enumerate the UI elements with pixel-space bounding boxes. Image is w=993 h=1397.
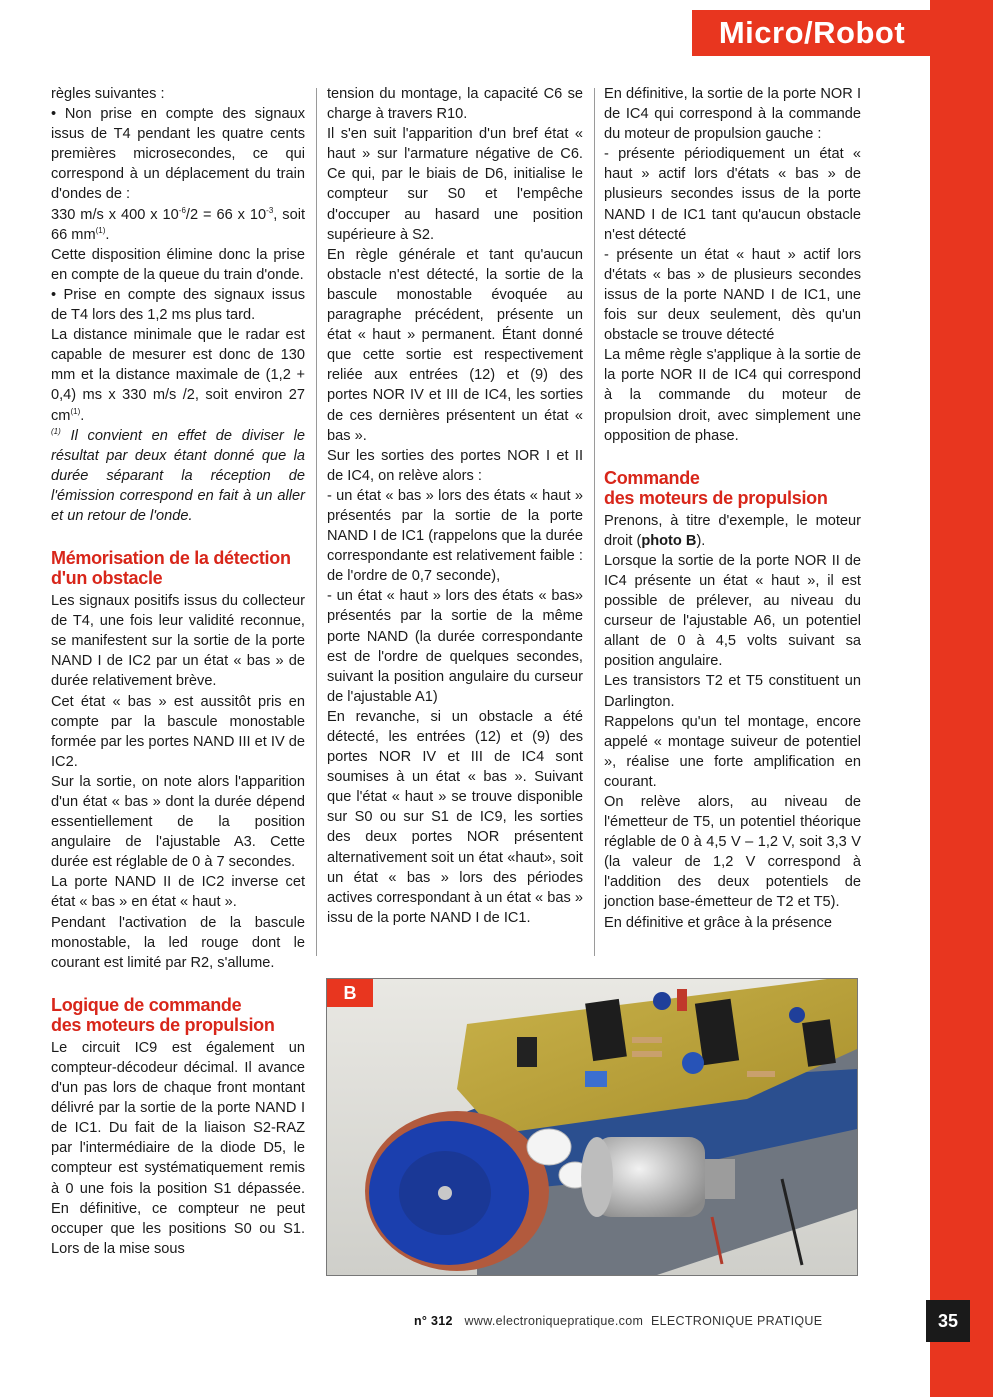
text-column-3 (604, 84, 861, 933)
footnote-text: Il convient en effet de diviser le résultat par deux étant donné que la durée séparant la réception de l'émission correspond en fait à un aller et un retour de l'onde. (51, 427, 305, 524)
robot-photo (326, 978, 858, 1276)
text-column-2 (327, 84, 583, 928)
bullet-paragraph: • Non prise en compte des signaux issus de T4 pendant les quatre cents premières microsecondes, ce qui correspond à un déplacement du train d'ondes de : (51, 104, 305, 204)
paragraph: Sur la sortie, on note alors l'apparition d'un état « bas » dont la durée dépend essentiellement de la position angulaire de l'ajustable A3. Cette durée est réglable de 0 à 7 secondes. (51, 773, 305, 871)
heading-line: d'un obstacle (51, 568, 163, 589)
paragraph: Les transistors T2 et T5 constituent un Darlington. (604, 673, 861, 710)
formula-text: . (105, 226, 110, 243)
paragraph: - présente un état « haut » actif lors d'états « bas » de plusieurs secondes issus de la porte NAND I de IC1, une fois sur deux seulement, dès qu'un obstacle se trouve détecté (604, 246, 861, 344)
formula-text: 330 m/s x 400 x 10 (51, 206, 179, 223)
gear (527, 1129, 571, 1165)
column-divider (316, 88, 317, 956)
switch (585, 1071, 607, 1087)
formula-paragraph (51, 205, 305, 245)
paragraph: En définitive et grâce à la présence (604, 914, 832, 931)
heading-line: Logique de commande (51, 994, 242, 1015)
footnote-ref: (1) (70, 406, 81, 416)
footnote-ref: (1) (95, 225, 106, 235)
paragraph: La même règle s'applique à la sortie de la porte NOR II de IC4 qui correspond à la commande du moteur de propulsion droit, avec simplement une opposition de phase. (604, 347, 861, 444)
paragraph: En règle générale et tant qu'aucun obstacle n'est détecté, la sortie de la bascule monostable évoquée au paragraphe précédent, présente un état « haut » permanent. Étant donné que cette sortie est respectivement reliée aux entrées (12) et (9) des portes NOR IV et III de IC4, les sorties de ces dernières présentent un état « bas ». (327, 246, 583, 444)
paragraph-text: La distance minimale que le radar est capable de mesurer est donc de 130 mm et la distance maximale de (1,2 + 0,4) ms x 330 m/s /2, soit environ 27 cm (51, 327, 305, 424)
formula-text: , soit 66 mm (51, 206, 305, 243)
paragraph: - un état « haut » lors des états « bas» présentés par la sortie de la même porte NAND (la durée correspondante est de l'ordre de quelques secondes, suivant la position angulaire du curseur de l'ajustable A1) (327, 588, 583, 705)
paragraph: En revanche, si un obstacle a été détecté, les entrées (12) et (9) des portes NOR IV et III de IC4 sont soumises à un état « bas ». Suivant que l'état « haut » se trouve disponible sur S0 ou sur S1 de IC9, les sorties des deux portes NOR présentent alternativement soit un état «haut», soit un état « bas » lors des périodes actives correspondant à un état « bas » issu de la porte NAND I de IC1. (327, 708, 583, 926)
paragraph-text: . (80, 407, 85, 424)
paragraph: tension du montage, la capacité C6 se charge à travers R10. (327, 86, 583, 123)
heading-line: des moteurs de propulsion (51, 1014, 275, 1035)
footnote-mark: (1) (51, 426, 61, 436)
resistor (632, 1037, 662, 1043)
heading-line: des moteurs de propulsion (604, 487, 828, 508)
exponent: -3 (266, 205, 274, 215)
text-column-1 (51, 84, 305, 1259)
section-heading (51, 995, 305, 1035)
paragraph: Cet état « bas » est aussitôt pris en compte par la bascule monostable formée par les portes NAND III et IV de IC2. (51, 693, 305, 770)
led (677, 989, 687, 1011)
paragraph: Rappelons qu'un tel montage, encore appelé « montage suiveur de potentiel », réalise une forte amplification en courant. (604, 713, 861, 790)
paragraph: La porte NAND II de IC2 inverse cet état « bas » en état « haut ». (51, 874, 305, 911)
paragraph: - un état « bas » lors des états « haut » présentés par la sortie de la porte NAND I de IC1 (rappelons que la durée correspondante est relativement faible : de l'ordre de 0,7 seconde), (327, 487, 583, 585)
photo-label: B (327, 979, 373, 1007)
bullet-paragraph: • Prise en compte des signaux issus de T4 lors des 1,2 ms plus tard. (51, 285, 305, 325)
paragraph-text: Prenons, à titre d'exemple, le moteur droit ( (604, 512, 861, 549)
robot-illustration (327, 979, 857, 1275)
paragraph: Sur les sorties des portes NOR I et II de IC4, on relève alors : (327, 447, 583, 484)
paragraph: En définitive, la sortie de la porte NOR I de IC4 qui correspond à la commande du moteur de propulsion gauche : (604, 86, 861, 143)
issue-number: n° 312 (414, 1314, 453, 1328)
page-edge-band (930, 0, 993, 1397)
page-number: 35 (926, 1300, 970, 1342)
motor-mount (705, 1159, 735, 1199)
section-heading (604, 468, 861, 508)
section-heading (51, 548, 305, 588)
website-url: www.electroniquepratique.com (464, 1314, 644, 1328)
heading-line: Commande (604, 467, 700, 488)
paragraph: Lorsque la sortie de la porte NOR II de IC4 présente un état « haut », il est possible de prélever, au niveau du curseur de l'ajustable A6, un potentiel allant de 0 à 4,5 volts suivant sa position angulaire. (604, 552, 861, 670)
paragraph: Les signaux positifs issus du collecteur de T4, une fois leur validité reconnue, se manifestent sur la sortie de la porte NAND I de IC2 par un état « bas » de durée relativement brève. (51, 593, 305, 690)
trimmer (682, 1052, 704, 1074)
paragraph-text: ). (696, 532, 706, 549)
paragraph: On relève alors, au niveau de l'émetteur de T5, un potentiel théorique réglable de 0 à 4,5 V – 1,2 V, soit 3,3 V (la valeur de 1,2 V correspond à l'addition des deux potentiels de jonction base-émetteur de T2 et T5). (604, 794, 861, 911)
exponent: -6 (178, 205, 186, 215)
page-footer (414, 1314, 822, 1328)
formula-text: /2 = 66 x 10 (185, 206, 267, 223)
paragraph: Il s'en suit l'apparition d'un bref état « haut » sur l'armature négative de C6. Ce qui, par le biais de D6, initialise le compteur sur S0 et l'empêche d'occuper au hasard une position supérieure à S2. (327, 126, 583, 243)
heading-line: Mémorisation de la détection (51, 548, 291, 569)
footnote (51, 426, 305, 526)
paragraph (51, 325, 305, 425)
paragraph: - présente périodiquement un état « haut » actif lors d'états « bas » de plusieurs secondes issus de la porte NAND I de IC1 tant qu'aucun obstacle n'est détecté (604, 146, 861, 243)
photo-reference: photo B (641, 532, 697, 549)
paragraph: règles suivantes : (51, 86, 165, 102)
wheel-axle (438, 1186, 452, 1200)
motor-end-cap (581, 1137, 613, 1217)
paragraph: Le circuit IC9 est également un compteur-décodeur décimal. Il avance d'un pas lors de chaque front montant délivré par la sortie de la porte NAND I de IC1. Du fait de la liaison S2-RAZ par l'intermédiaire de la diode D5, le compteur est systématiquement remis à 0 une fois la position S1 dépassée. En définitive, ce compteur ne peut occuper que les positions S0 ou S1. Lors de la mise sous (51, 1039, 305, 1257)
magazine-name: ELECTRONIQUE PRATIQUE (650, 1314, 823, 1328)
paragraph (604, 511, 861, 551)
resistor (747, 1071, 775, 1077)
paragraph: Cette disposition élimine donc la prise en compte de la queue du train d'onde. (51, 246, 305, 283)
resistor (632, 1051, 662, 1057)
capacitor (789, 1007, 805, 1023)
capacitor (653, 992, 671, 1010)
transistor (517, 1037, 537, 1067)
column-divider (594, 88, 595, 956)
paragraph: Pendant l'activation de la bascule monostable, la led rouge dont le courant est limité par R2, s'allume. (51, 914, 305, 971)
section-title: Micro/Robot (692, 10, 932, 56)
